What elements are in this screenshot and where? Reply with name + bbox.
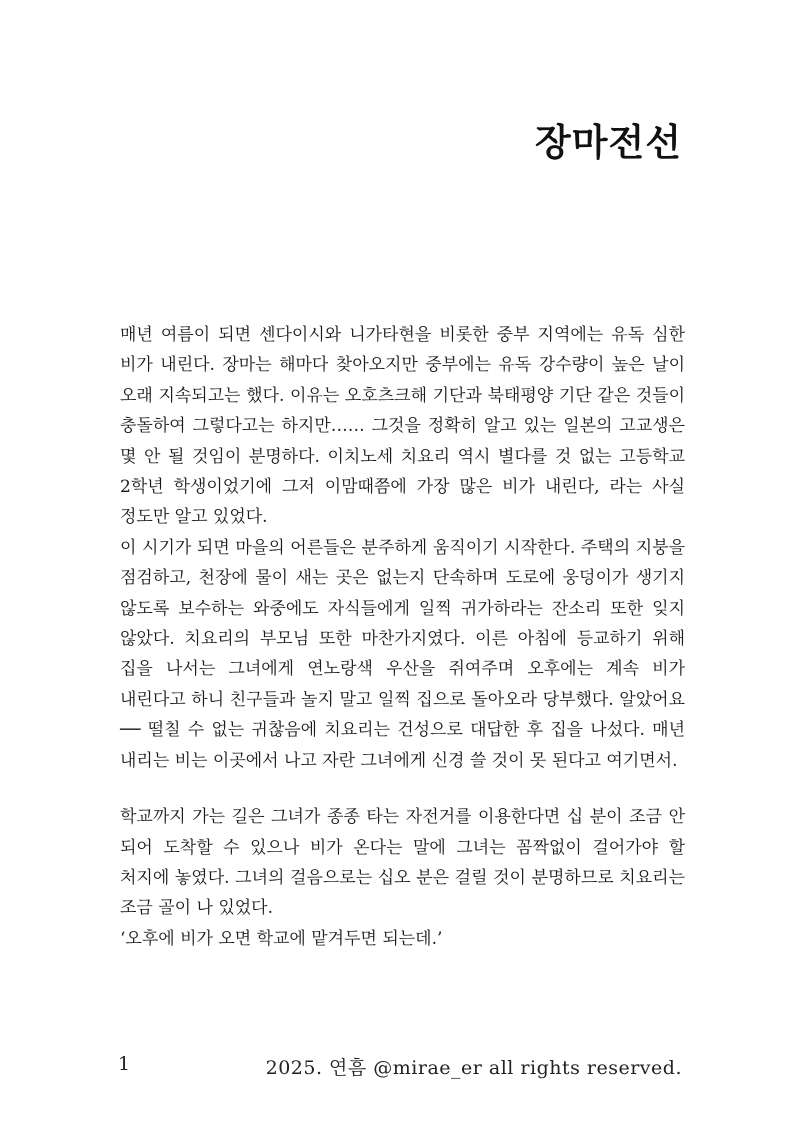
page-number: 1	[118, 1053, 131, 1075]
page-footer	[118, 1053, 682, 1081]
paragraph-1: 매년 여름이 되면 센다이시와 니가타현을 비롯한 중부 지역에는 유독 심한 비가 내린다. 장마는 해마다 찾아오지만 중부에는 유독 강수량이 높은 날이 오래 지속되고는 했다. 이유는 오호츠크해 기단과 북태평양 기단 같은 것들이 충돌하여 그렇다고는 하지만…… 그것을 정확히 알고 있는 일본의 고교생은 몇 안 될 것임이 분명하다. 이치노세 치요리 역시 별다를 것 없는 고등학교 2학년 학생이었기에 그저 이맘때쯤에 가장 많은 비가 내린다, 라는 사실 정도만 알고 있었다.	[120, 325, 685, 528]
body-text	[120, 320, 685, 954]
document-title: 장마전선	[535, 121, 682, 164]
copyright-notice: 2025. 연흠 @mirae_er all rights reserved.	[265, 1057, 682, 1079]
paragraph-2: 이 시기가 되면 마을의 어른들은 분주하게 움직이기 시작한다. 주택의 지붕을 점검하고, 천장에 물이 새는 곳은 없는지 단속하며 도로에 웅덩이가 생기지 않도록 보수하는 와중에도 자식들에게 일찍 귀가하라는 잔소리 또한 잊지 않았다. 치요리의 부모님 또한 마찬가지였다. 이른 아침에 등교하기 위해 집을 나서는 그녀에게 연노랑색 우산을 쥐여주며 오후에는 계속 비가 내린다고 하니 친구들과 놀지 말고 일찍 집으로 돌아오라 당부했다. 알았어요── 떨칠 수 없는 귀찮음에 치요리는 건성으로 대답한 후 집을 나섰다. 매년 내리는 비는 이곳에서 나고 자란 그녀에게 신경 쓸 것이 못 된다고 여기면서.	[120, 537, 685, 771]
paragraph-4: ‘오후에 비가 오면 학교에 맡겨두면 되는데.’	[120, 928, 443, 949]
paragraph-3: 학교까지 가는 길은 그녀가 종종 타는 자전거를 이용한다면 십 분이 조금 안 되어 도착할 수 있으나 비가 온다는 말에 그녀는 꼼짝없이 걸어가야 할 처지에 놓였다. 그녀의 걸음으로는 십오 분은 걸릴 것이 분명하므로 치요리는 조금 골이 나 있었다.	[120, 807, 685, 919]
